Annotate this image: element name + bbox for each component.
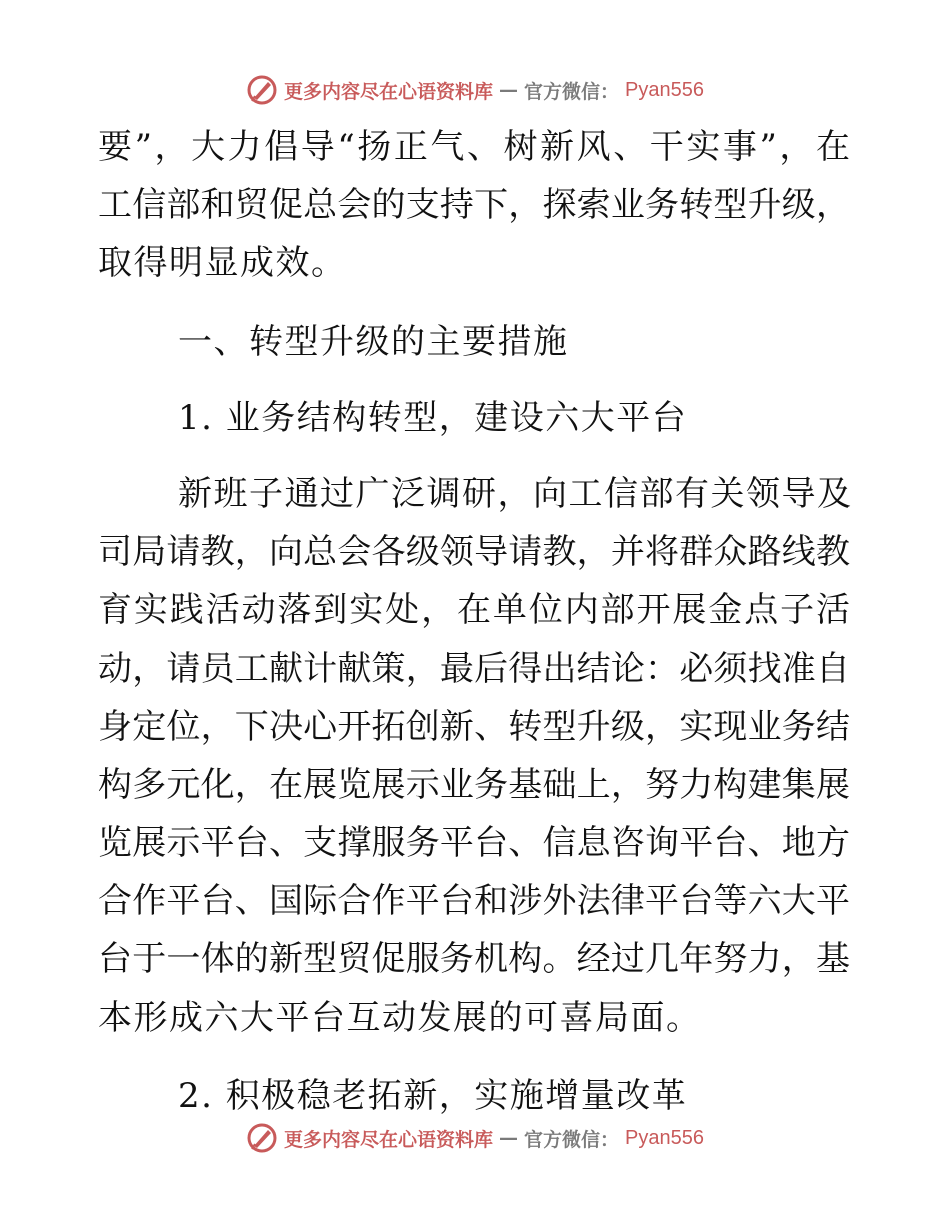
text-line: 构多元化，在展览展示业务基础上，努力构建集展 (98, 764, 850, 805)
watermark-sub-text: 官方微信： (524, 80, 620, 103)
watermark-sub-text: 官方微信： (524, 1128, 620, 1151)
text-line: 览展示平台、支撑服务平台、信息咨询平台、地方 (98, 823, 850, 864)
text-line: 育实践活动落到实处，在单位内部开展金点子活 (98, 590, 850, 631)
quill-logo-icon (246, 74, 278, 106)
text-line: 取得明显成效。 (98, 243, 347, 284)
paragraph-intro (98, 118, 850, 293)
watermark-dash: — (499, 79, 519, 101)
text-line: 新班子通过广泛调研，向工信部有关领导及 (178, 473, 853, 514)
watermark-dash: — (499, 1127, 519, 1149)
text-line: 要”，大力倡导“扬正气、树新风、干实事”，在 (98, 127, 850, 167)
text-line: 司局请教，向总会各级领导请教，并将群众路线教 (98, 532, 850, 573)
quill-logo-icon (246, 1122, 278, 1154)
subsection-heading: 1. 业务结构转型，建设六大平台 (178, 397, 688, 438)
watermark-main-text: 更多内容尽在心语资料库 (284, 80, 494, 103)
watermark-main-text: 更多内容尽在心语资料库 (284, 1128, 494, 1151)
header-watermark (0, 70, 950, 110)
footer-watermark (0, 1118, 950, 1158)
section-heading: 一、转型升级的主要措施 (178, 321, 569, 362)
text-line: 合作平台、国际合作平台和涉外法律平台等六大平 (98, 881, 850, 922)
text-line: 身定位，下决心开拓创新、转型升级，实现业务结 (98, 706, 850, 747)
document-body (98, 118, 853, 1125)
text-line: 台于一体的新型贸促服务机构。经过几年努力，基 (98, 939, 850, 980)
watermark-id: Pyan556 (625, 1126, 704, 1149)
watermark-id: Pyan556 (625, 78, 704, 101)
text-line: 工信部和贸促总会的支持下，探索业务转型升级， (98, 185, 850, 226)
subsection-heading: 2. 积极稳老拓新，实施增量改革 (178, 1075, 688, 1116)
text-line: 本形成六大平台互动发展的可喜局面。 (98, 997, 702, 1038)
text-line: 动，请员工献计献策，最后得出结论：必须找准自 (98, 648, 850, 689)
paragraph-body (98, 465, 853, 1047)
